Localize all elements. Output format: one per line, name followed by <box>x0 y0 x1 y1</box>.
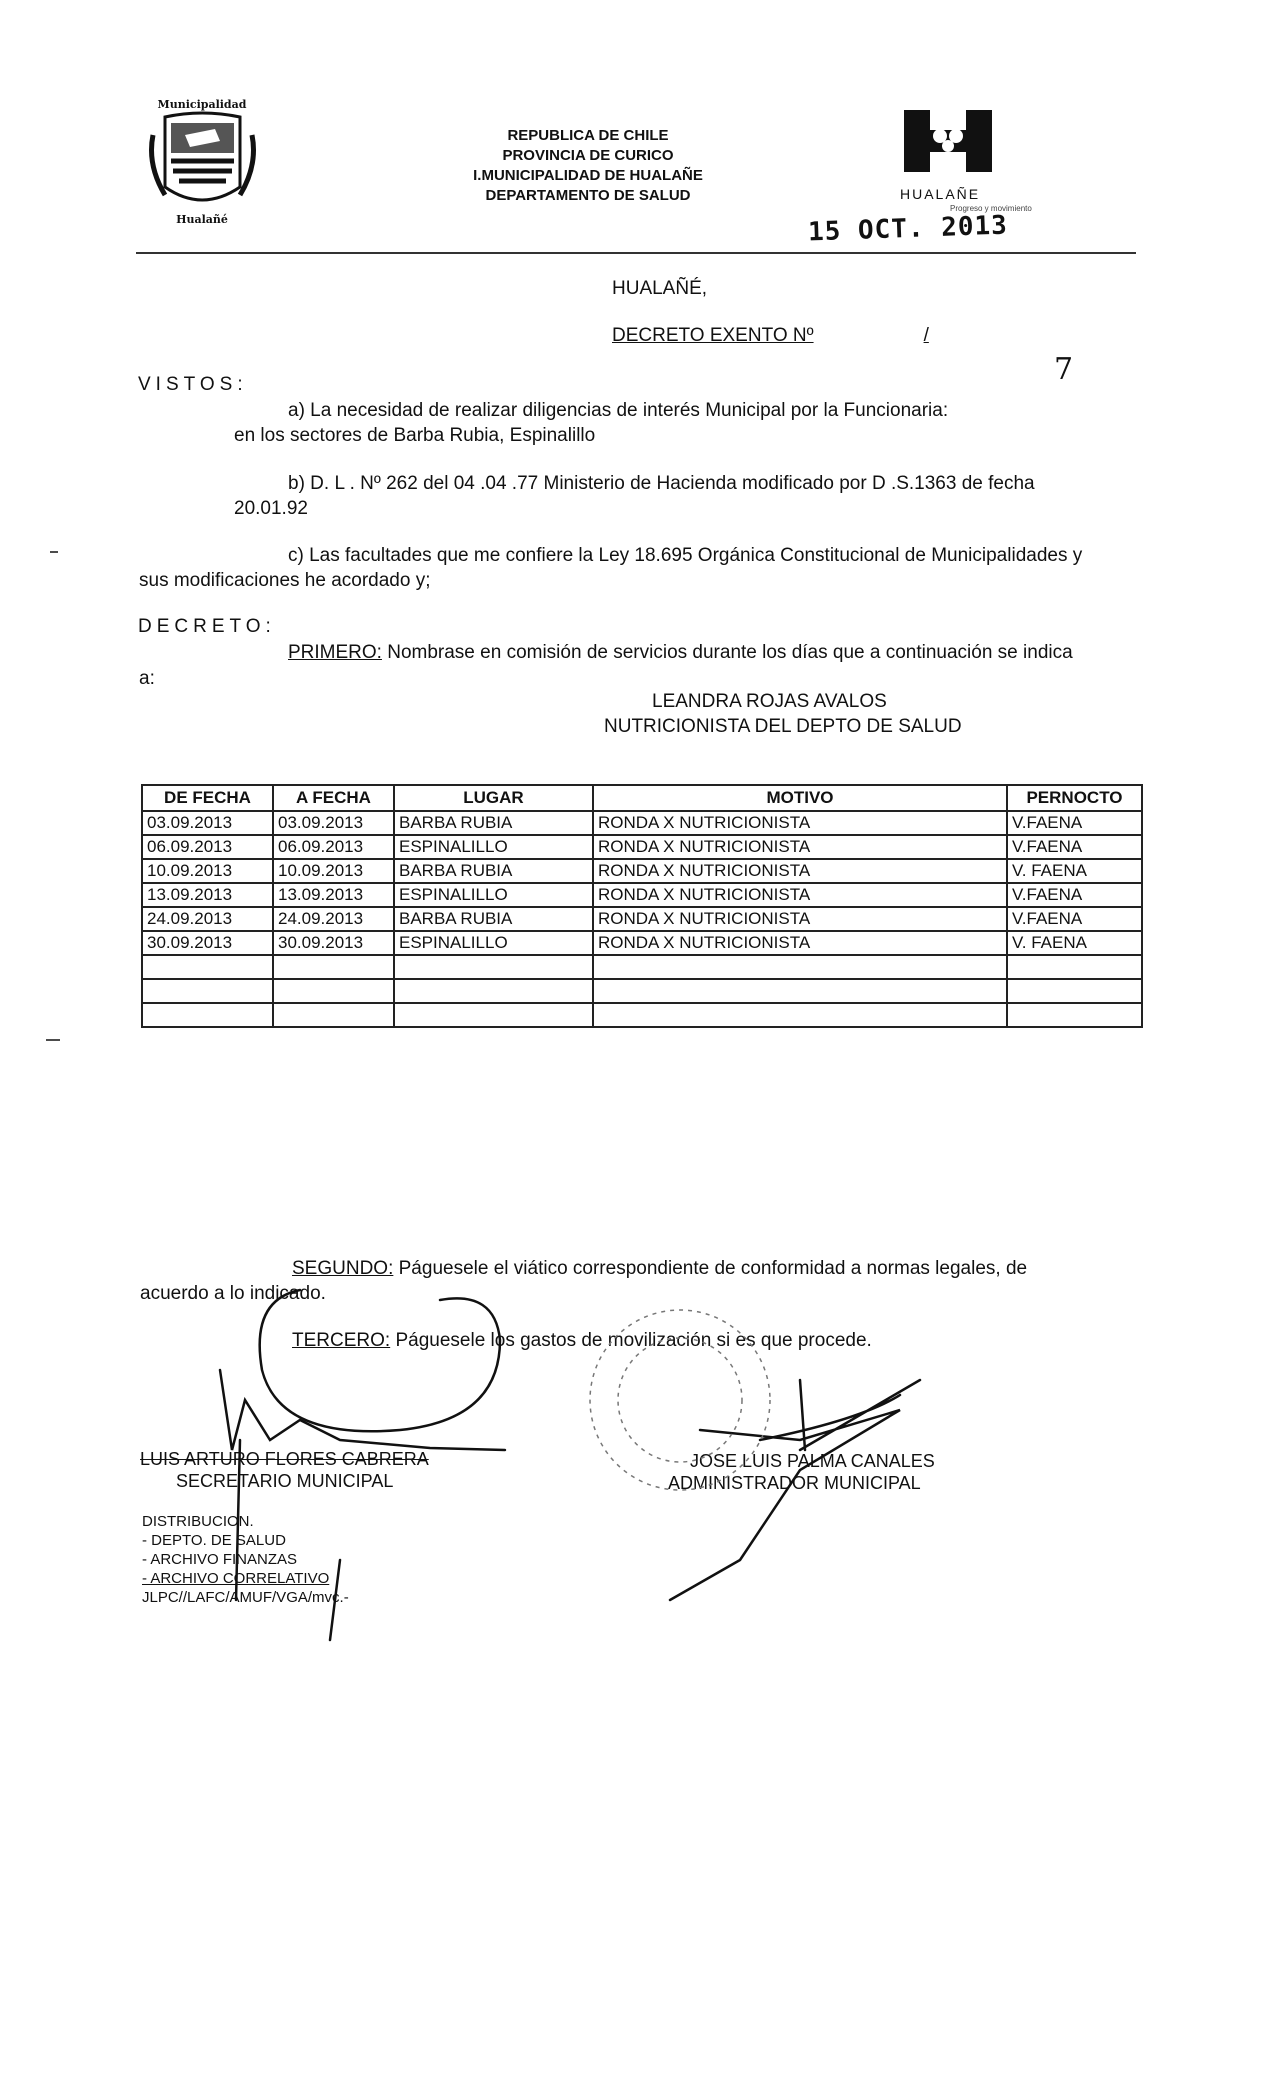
table-row <box>142 835 1142 859</box>
distribution-item: - DEPTO. DE SALUD <box>142 1532 286 1549</box>
distribution-initials: JLPC//LAFC/AMUF/VGA/mvc.- <box>142 1589 349 1606</box>
primero-cont: a: <box>139 668 155 689</box>
decree-slash: / <box>923 325 929 346</box>
decreto-label: DECRETO: <box>138 616 276 637</box>
cell-motivo: RONDA X NUTRICIONISTA <box>593 931 1007 955</box>
document-header <box>428 126 748 206</box>
col-header-a-fecha: A FECHA <box>273 785 394 811</box>
place-line: HUALAÑÉ, <box>612 278 708 299</box>
cell-a-fecha: 10.09.2013 <box>273 859 394 883</box>
left-signatory-title: SECRETARIO MUNICIPAL <box>176 1471 394 1491</box>
decree-handwritten-number: 7 <box>1054 352 1074 387</box>
cell-de-fecha: 24.09.2013 <box>142 907 273 931</box>
table-header-row <box>142 785 1142 811</box>
cell-empty <box>593 955 1007 979</box>
logo-tagline: Progreso y movimiento <box>950 204 1032 213</box>
cell-motivo: RONDA X NUTRICIONISTA <box>593 811 1007 835</box>
distribution-title: DISTRIBUCION. <box>142 1513 254 1530</box>
distribution-item: - ARCHIVO FINANZAS <box>142 1551 298 1568</box>
cell-lugar: BARBA RUBIA <box>394 811 593 835</box>
hualane-h-logo <box>900 106 996 182</box>
tercero-text: Páguesele los gastos de movilización si es que procede. <box>390 1330 872 1351</box>
header-divider <box>136 252 1136 254</box>
col-header-lugar: LUGAR <box>394 785 593 811</box>
cell-empty <box>1007 979 1142 1003</box>
cell-empty <box>593 1003 1007 1027</box>
cell-empty <box>394 955 593 979</box>
decree-number-line <box>612 323 950 348</box>
header-province: PROVINCIA DE CURICO <box>502 147 674 164</box>
table-row-empty <box>142 979 1142 1003</box>
cell-empty <box>273 1003 394 1027</box>
cell-empty <box>273 955 394 979</box>
cell-a-fecha: 13.09.2013 <box>273 883 394 907</box>
decree-label: DECRETO EXENTO Nº <box>612 325 814 346</box>
table-row <box>142 931 1142 955</box>
cell-pernocto: V.FAENA <box>1007 811 1142 835</box>
cell-motivo: RONDA X NUTRICIONISTA <box>593 835 1007 859</box>
svg-text:Municipalidad: Municipalidad <box>157 98 247 111</box>
header-municipality: I.MUNICIPALIDAD DE HUALAÑE <box>473 167 703 184</box>
table-row <box>142 859 1142 883</box>
table-row-empty <box>142 955 1142 979</box>
vistos-b-line2: 20.01.92 <box>234 498 308 519</box>
vistos-a-line2: en los sectores de Barba Rubia, Espinalillo <box>234 425 596 446</box>
cell-de-fecha: 03.09.2013 <box>142 811 273 835</box>
cell-pernocto: V.FAENA <box>1007 883 1142 907</box>
header-country: REPUBLICA DE CHILE <box>507 127 669 144</box>
table-row <box>142 811 1142 835</box>
cell-a-fecha: 24.09.2013 <box>273 907 394 931</box>
cell-de-fecha: 30.09.2013 <box>142 931 273 955</box>
primero-text: Nombrase en comisión de servicios durante los días que a continuación se indica <box>381 642 1073 663</box>
cell-empty <box>273 979 394 1003</box>
cell-empty <box>142 979 273 1003</box>
cell-de-fecha: 06.09.2013 <box>142 835 273 859</box>
cell-motivo: RONDA X NUTRICIONISTA <box>593 907 1007 931</box>
right-signatory-title: ADMINISTRADOR MUNICIPAL <box>668 1473 921 1493</box>
cell-empty <box>593 979 1007 1003</box>
table-row <box>142 907 1142 931</box>
vistos-c-line2: sus modificaciones he acordado y; <box>139 570 431 591</box>
vistos-b-line1: b) D. L . Nº 262 del 04 .04 .77 Ministerio de Hacienda modificado por D .S.1363 de fecha <box>288 473 1035 494</box>
table-row <box>142 883 1142 907</box>
cell-pernocto: V. FAENA <box>1007 859 1142 883</box>
cell-pernocto: V. FAENA <box>1007 931 1142 955</box>
cell-empty <box>142 1003 273 1027</box>
segundo-text: Páguesele el viático correspondiente de conformidad a normas legales, de <box>393 1258 1028 1279</box>
cell-motivo: RONDA X NUTRICIONISTA <box>593 883 1007 907</box>
cell-a-fecha: 30.09.2013 <box>273 931 394 955</box>
cell-pernocto: V.FAENA <box>1007 835 1142 859</box>
svg-text:Hualañé: Hualañé <box>176 213 228 226</box>
cell-de-fecha: 13.09.2013 <box>142 883 273 907</box>
commission-table <box>141 784 1143 1028</box>
header-department: DEPARTAMENTO DE SALUD <box>485 187 691 204</box>
primero-line <box>288 640 1073 665</box>
cell-lugar: BARBA RUBIA <box>394 907 593 931</box>
vistos-a-line1: a) La necesidad de realizar diligencias de interés Municipal por la Funcionaria: <box>288 400 949 421</box>
cell-lugar: ESPINALILLO <box>394 883 593 907</box>
col-header-pernocto: PERNOCTO <box>1007 785 1142 811</box>
cell-lugar: ESPINALILLO <box>394 931 593 955</box>
segundo-cont: acuerdo a lo indicado. <box>140 1283 326 1304</box>
col-header-motivo: MOTIVO <box>593 785 1007 811</box>
cell-empty <box>1007 1003 1142 1027</box>
cell-de-fecha: 10.09.2013 <box>142 859 273 883</box>
cell-empty <box>142 955 273 979</box>
table-row-empty <box>142 1003 1142 1027</box>
cell-lugar: ESPINALILLO <box>394 835 593 859</box>
employee-name: LEANDRA ROJAS AVALOS <box>652 691 887 712</box>
employee-title: NUTRICIONISTA DEL DEPTO DE SALUD <box>604 716 962 737</box>
left-signatory-name: LUIS ARTURO FLORES CABRERA <box>140 1449 429 1469</box>
cell-empty <box>394 979 593 1003</box>
logo-wordmark: HUALAÑE <box>900 186 981 202</box>
tercero-line <box>292 1328 872 1353</box>
segundo-label: SEGUNDO: <box>292 1258 394 1279</box>
municipal-coat-of-arms-logo <box>145 95 260 230</box>
cell-empty <box>394 1003 593 1027</box>
primero-label: PRIMERO: <box>288 642 382 663</box>
cell-empty <box>1007 955 1142 979</box>
col-header-de-fecha: DE FECHA <box>142 785 273 811</box>
cell-pernocto: V.FAENA <box>1007 907 1142 931</box>
right-signatory-name: JOSE LUIS PALMA CANALES <box>690 1451 935 1471</box>
segundo-line <box>292 1256 1027 1281</box>
tercero-label: TERCERO: <box>292 1330 391 1351</box>
cell-a-fecha: 03.09.2013 <box>273 811 394 835</box>
cell-lugar: BARBA RUBIA <box>394 859 593 883</box>
left-signature-loop <box>260 1290 500 1431</box>
cell-a-fecha: 06.09.2013 <box>273 835 394 859</box>
received-date-stamp: 15 OCT. 2013 <box>807 210 1009 248</box>
left-signature-stroke <box>220 1370 505 1450</box>
distribution-item: - ARCHIVO CORRELATIVO <box>142 1570 330 1587</box>
cell-motivo: RONDA X NUTRICIONISTA <box>593 859 1007 883</box>
distribution-list <box>142 1512 349 1607</box>
vistos-c-line1: c) Las facultades que me confiere la Ley 18.695 Orgánica Constitucional de Municipalidades y <box>288 545 1083 566</box>
vistos-label: VISTOS: <box>138 374 248 395</box>
